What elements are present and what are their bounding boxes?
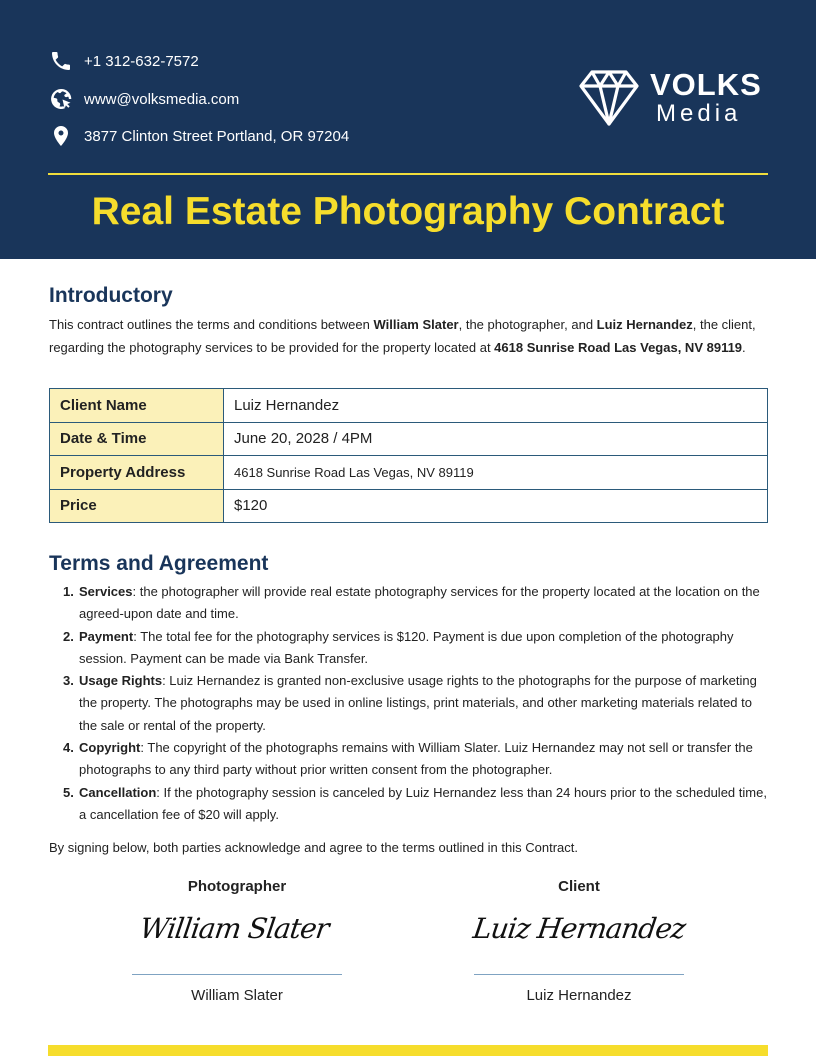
contact-phone [48,48,199,74]
client-name: Luiz Hernandez [596,317,693,332]
row-value: $120 [224,489,768,523]
intro-heading: Introductory [49,284,173,307]
intro-text: , the client, regarding the photography services to be provided for the property located at [49,317,756,355]
list-item [63,670,768,737]
property-address: 4618 Sunrise Road Las Vegas, NV 89119 [494,339,743,355]
item-title: Cancellation [79,784,157,800]
company-logo [578,66,762,128]
svg-text:Luiz Hernandez: Luiz Hernandez [471,912,688,945]
item-text: : If the photography session is canceled by Luiz Hernandez less than 24 hours prior to the scheduled time, a cancellation fee of $20 will apply. [79,784,767,822]
row-label: Property Address [50,456,224,490]
header-divider [48,173,768,175]
svg-text:William Slater: William Slater [137,912,331,945]
signature-line [474,974,684,975]
globe-cursor-icon [48,86,74,112]
signature-role: Photographer [187,878,287,895]
intro-text: This contract outlines the terms and conditions between [49,317,374,332]
list-item [63,782,768,827]
row-value: 4618 Sunrise Road Las Vegas, NV 89119 [224,456,768,490]
terms-heading: Terms and Agreement [49,552,269,575]
row-label: Client Name [50,389,224,423]
logo-subtitle: Media [656,99,742,127]
item-number: 5. [63,784,74,800]
list-item [63,581,768,626]
phone-text: +1 312-632-7572 [84,52,199,70]
table-row [50,389,768,423]
signature-role: Client [558,878,600,895]
photographer-signature-block [132,878,342,1004]
signature-line [132,974,342,975]
client-signature [471,900,688,956]
logo-name: VOLKS [650,66,762,102]
contact-website [48,86,239,112]
website-text: www@volksmedia.com [84,90,240,108]
item-text: : the photographer will provide real estate photography services for the property located at the location on the agreed-upon date and time. [79,584,760,622]
item-number: 2. [63,628,74,644]
terms-list [63,581,768,826]
page-title: Real Estate Photography Contract [91,190,725,233]
location-pin-icon [48,123,74,149]
intro-text: , the photographer, and [458,317,597,332]
item-number: 4. [63,740,74,756]
diamond-icon [578,66,640,128]
item-number: 3. [63,673,74,689]
list-item [63,626,768,671]
intro-text: . [742,339,746,355]
item-title: Payment [79,628,134,644]
row-label: Price [50,489,224,523]
address-text: 3877 Clinton Street Portland, OR 97204 [84,127,350,145]
table-row [50,422,768,456]
table-row [50,489,768,523]
item-title: Usage Rights [79,673,163,689]
photographer-name: William Slater [373,317,459,332]
item-text: : The copyright of the photographs remains with William Slater. Luiz Hernandez may not sell or transfer the photographs to any third party without prior written consent from the photographer. [79,740,753,778]
item-text: : The total fee for the photography services is $120. Payment is due upon completion of the photography session. Payment can be made via Bank Transfer. [79,628,734,666]
signer-name: William Slater [191,987,283,1004]
phone-icon [48,48,74,74]
client-signature-block [471,878,688,1004]
table-row [50,456,768,490]
details-table [49,388,768,523]
header-banner [0,0,816,259]
intro-paragraph [49,314,769,359]
row-value: June 20, 2028 / 4PM [224,422,768,456]
contact-address [48,123,349,149]
item-title: Services [79,584,133,599]
row-value: Luiz Hernandez [224,389,768,423]
acknowledgement-text: By signing below, both parties acknowledge and agree to the terms outlined in this Contract. [49,840,578,855]
footer-bar [48,1045,768,1056]
item-title: Copyright [79,740,141,756]
row-label: Date & Time [50,422,224,456]
item-text: : Luiz Hernandez is granted non-exclusive usage rights to the photographs for the purpose of marketing the property. The photographs may be used in online listings, print materials, and other marketing materials related to the sale or rental of the property. [79,673,757,733]
signer-name: Luiz Hernandez [526,987,632,1004]
list-item [63,737,768,782]
photographer-signature [132,900,342,956]
item-number: 1. [63,584,74,599]
